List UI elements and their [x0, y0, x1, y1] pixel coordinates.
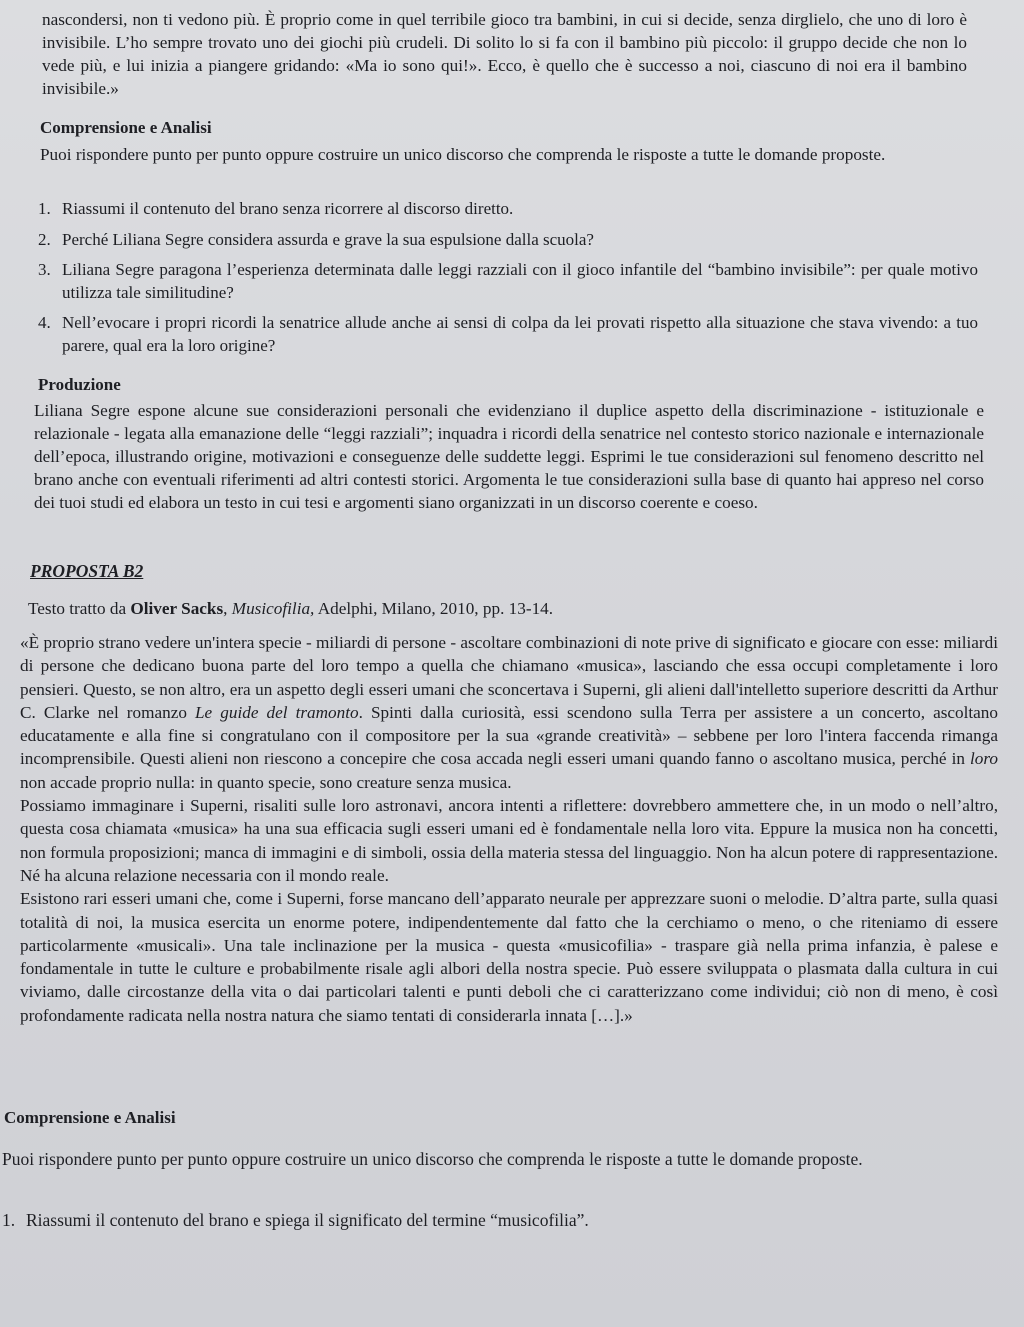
excerpt-paragraph-1: [20, 631, 998, 794]
source-prefix: Testo tratto da: [28, 599, 131, 618]
section1-heading: Comprensione e Analisi: [40, 118, 212, 137]
top-passage: nascondersi, non ti vedono più. È proprio come in quel terribile gioco tra bambini, in cui si decide, senza dirglielo, che uno di loro è invisibile. L’ho sempre trovato uno dei giochi più crudeli. Di solito lo si fa con il bambino più piccolo: il gruppo decide che non lo vede più, e lui inizia a piangere gridando: «Ma io sono qui!». Ecco, è quello che è successo a noi, ciascuno di noi era il bambino invisibile.»: [42, 10, 967, 98]
question-text: Riassumi il contenuto del brano senza ricorrere al discorso diretto.: [62, 199, 514, 218]
question-number: 1.: [2, 1210, 16, 1230]
question-number: 1.: [38, 199, 51, 218]
question-item: [38, 198, 978, 221]
question-item: [2, 1209, 1002, 1232]
question-text: Liliana Segre paragona l’esperienza determinata dalle leggi razziali con il gioco infantile del “bambino invisibile”: per quale motivo utilizza tale similitudine?: [62, 260, 978, 302]
excerpt-paragraph-3: Esistono rari esseri umani che, come i Superni, forse mancano dell’apparato neurale per apprezzare suoni o melodie. D’altra parte, sulla quasi totalità di noi, la musica esercita un enorme potere, indipendentemente dal fatto che la cerchiamo o meno, o che riteniamo di essere particolarmente «musicali». Una tale inclinazione per la musica - questa «musicofilia» - traspare già nella prima infanzia, è palese e fondamentale in tutte le culture e probabilmente risale agli albori della nostra specie. Può essere sviluppata o plasmata dalla cultura in cui viviamo, dalle circostanze della vita o dai particolari talenti e punti deboli che ci caratterizzano come individui; ciò non di meno, è così profondamente radicata nella nostra natura che siamo tentati di considerarla innata […].»: [20, 889, 998, 1025]
section1-intro: Puoi rispondere punto per punto oppure costruire un unico discorso che comprenda le risposte a tutte le domande proposte.: [40, 145, 886, 164]
question-number: 3.: [38, 260, 51, 279]
book-title: Le guide del tramonto: [195, 702, 359, 722]
produzione-heading: Produzione: [38, 375, 121, 394]
source-separator: ,: [223, 599, 232, 618]
excerpt-body: [20, 631, 998, 1027]
emphasis-loro: loro: [969, 749, 998, 769]
proposta-title: PROPOSTA B2: [30, 561, 144, 581]
source-title: Musicofilia,: [231, 599, 315, 618]
source-rest: Adelphi, Milano, 2010, pp. 13-14.: [314, 599, 554, 618]
excerpt-text: non accade proprio nulla: in quanto specie, sono creature senza musica.: [20, 772, 512, 792]
question-item: [38, 312, 978, 357]
excerpt-text: «È proprio strano vedere un'intera specie - miliardi di persone - ascoltare combinazioni di note prive di significato e giocare con esse: miliardi di persone che dedicano buona parte del loro tempo a quella che chiamano «musica», lasciando che essa occupi completamente i loro pensieri. Questo, se non altro, era un aspetto degli esseri umani che sconcertava i Superni, gli alieni dall'intelletto superiore descritti da Arthur C. Clarke nel romanzo: [20, 633, 998, 722]
question-text: Nell’evocare i propri ricordi la senatrice allude anche ai sensi di colpa da lei provati rispetto alla situazione che stava vivendo: a tuo parere, qual era la loro origine?: [62, 313, 978, 355]
question-text: Perché Liliana Segre considera assurda e grave la sua espulsione dalla scuola?: [62, 229, 594, 249]
section2-heading: Comprensione e Analisi: [4, 1108, 176, 1127]
question-item: [38, 259, 978, 304]
question-item: [38, 229, 978, 252]
source-line: [28, 597, 928, 620]
question-number: 2.: [38, 229, 51, 249]
produzione-text: Liliana Segre espone alcune sue considerazioni personali che evidenziano il duplice aspetto della discriminazione - istituzionale e relazionale - legata alla emanazione delle “leggi razziali”; inquadra i ricordi della senatrice nel contesto storico nazionale e internazionale dell’epoca, illustrando origine, motivazioni e conseguenze delle suddette leggi. Esprimi le tue considerazioni sul fenomeno descritto nel brano anche con eventuali riferimenti ad altri contesti storici. Argomenta le tue considerazioni sulla base di quanto hai appreso nel corso dei tuoi studi ed elabora un testo in cui tesi e argomenti siano organizzati in un discorso coerente e coeso.: [34, 401, 984, 512]
section1-question-list: [38, 198, 978, 365]
excerpt-paragraph-2: Possiamo immaginare i Superni, risaliti sulle loro astronavi, ancora intenti a riflettere: dovrebbero ammettere che, in un modo o nell’altro, questa cosa chiamata «musica» ha una sua efficacia sugli esseri umani ed è fondamentale nella loro vita. Eppure la musica non ha concetti, non formula proposizioni; manca di immagini e di simboli, ossia della materia stessa del linguaggio. Non ha alcun potere di rappresentazione. Né ha alcuna relazione necessaria con il mondo reale.: [20, 796, 998, 885]
question-text: Riassumi il contenuto del brano e spiega il significato del termine “musicofilia”.: [26, 1210, 589, 1230]
excerpt-text: . Spinti dalla curiosità, essi scendono sulla Terra per assistere a un concerto, ascoltano educatamente e alla fine si congratulano con il compositore per la sua «grande creatività» – sebbene per loro l'intera faccenda rimanga incomprensibile. Questi alieni non riescono a concepire che cosa accada negli esseri umani quando fanno o ascoltano musica, perché in: [20, 702, 998, 769]
section2-question-list: [2, 1209, 1002, 1240]
question-number: 4.: [38, 313, 51, 332]
section2-intro: Puoi rispondere punto per punto oppure costruire un unico discorso che comprenda le risposte a tutte le domande proposte.: [2, 1149, 863, 1169]
source-author: Oliver Sacks: [130, 599, 224, 618]
